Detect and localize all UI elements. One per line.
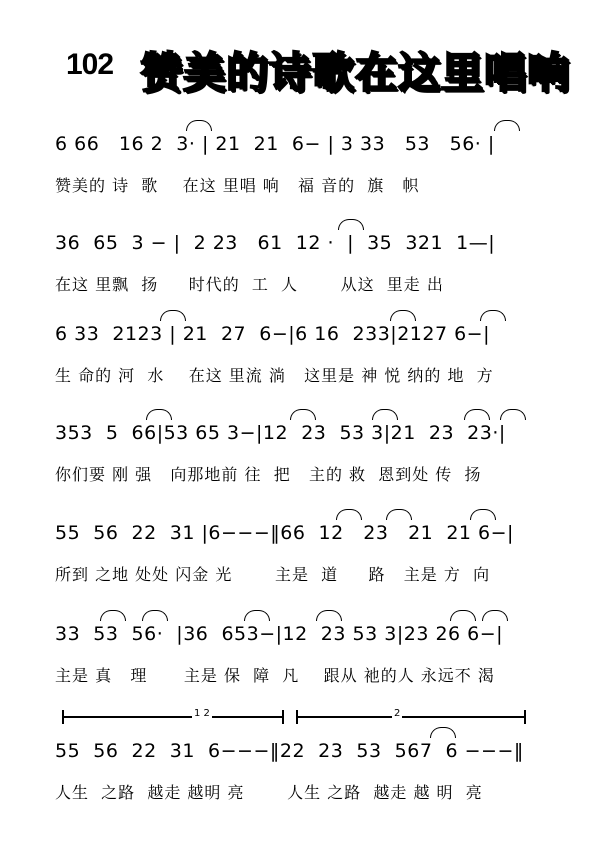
tie-mark [290, 409, 316, 420]
tie-mark [500, 409, 526, 420]
tie-mark [480, 310, 506, 321]
notes-line-3: 6 33 2123 | 21 27 6−|6 16 233|2127 6−| [55, 323, 490, 345]
tie-mark [470, 509, 496, 520]
notes-line-7: 55 56 22 31 6−−−‖22 23 53 567 6 −−−‖ [55, 740, 524, 762]
volta-label-second: 2 [394, 708, 401, 719]
song-number: 102 [66, 48, 114, 81]
music-line-7 [55, 740, 555, 800]
tie-mark [464, 409, 490, 420]
lyrics-line-4: 你们要 刚 强 向那地前 往 把 主的 救 恩到处 传 扬 [55, 465, 482, 484]
music-line-5 [55, 522, 555, 582]
lyrics-line-2: 在这 里飘 扬 时代的 工 人 从这 里走 出 [55, 275, 444, 294]
tie-mark [390, 310, 416, 321]
notes-line-2: 36 65 3 − | 2 23 61 12 · | 35 321 1—| [55, 232, 496, 254]
tie-mark [372, 409, 398, 420]
song-title: 赞美的诗歌在这里唱响 [140, 48, 571, 97]
volta-bracket-second [296, 710, 526, 734]
tie-mark [450, 610, 476, 621]
notes-line-4: 353 5 66|53 65 3−|12 23 53 3|21 23 23·| [55, 422, 506, 444]
lyrics-line-5: 所到 之地 处处 闪金 光 主是 道 路 主是 方 向 [55, 565, 491, 584]
tie-mark [482, 610, 508, 621]
lyrics-line-7: 人生 之路 越走 越明 亮 人生 之路 越走 越 明 亮 [55, 783, 483, 802]
tie-mark [100, 610, 126, 621]
tie-mark [146, 409, 172, 420]
tie-mark [142, 610, 168, 621]
lyrics-line-6: 主是 真 理 主是 保 障 凡 跟从 祂的人 永远不 渴 [55, 666, 495, 685]
tie-mark [186, 120, 212, 131]
volta-bracket-first [62, 710, 284, 734]
tie-mark [338, 219, 364, 230]
tie-mark [160, 310, 186, 321]
music-line-6 [55, 623, 555, 683]
tie-mark [316, 610, 342, 621]
volta-label-first: 1 2 [194, 708, 210, 719]
music-line-2 [55, 232, 555, 292]
notes-line-1: 6 66 16 2 3· | 21 21 6− | 3 33 53 56· | [55, 133, 495, 155]
tie-mark [430, 727, 456, 738]
music-line-3 [55, 323, 555, 383]
lyrics-line-1: 赞美的 诗 歌 在这 里唱 响 福 音的 旗 帜 [55, 176, 420, 195]
tie-mark [336, 509, 362, 520]
tie-mark [494, 120, 520, 131]
music-line-4 [55, 422, 555, 482]
lyrics-line-3: 生 命的 河 水 在这 里流 淌 这里是 神 悦 纳的 地 方 [55, 366, 494, 385]
music-line-1 [55, 133, 555, 193]
notes-line-5: 55 56 22 31 |6−−−‖66 12 23 21 21 6−| [55, 522, 514, 544]
title-row [0, 38, 595, 98]
tie-mark [244, 610, 270, 621]
tie-mark [386, 509, 412, 520]
notes-line-6: 33 53 56· |36 653−|12 23 53 3|23 26 6−| [55, 623, 504, 645]
